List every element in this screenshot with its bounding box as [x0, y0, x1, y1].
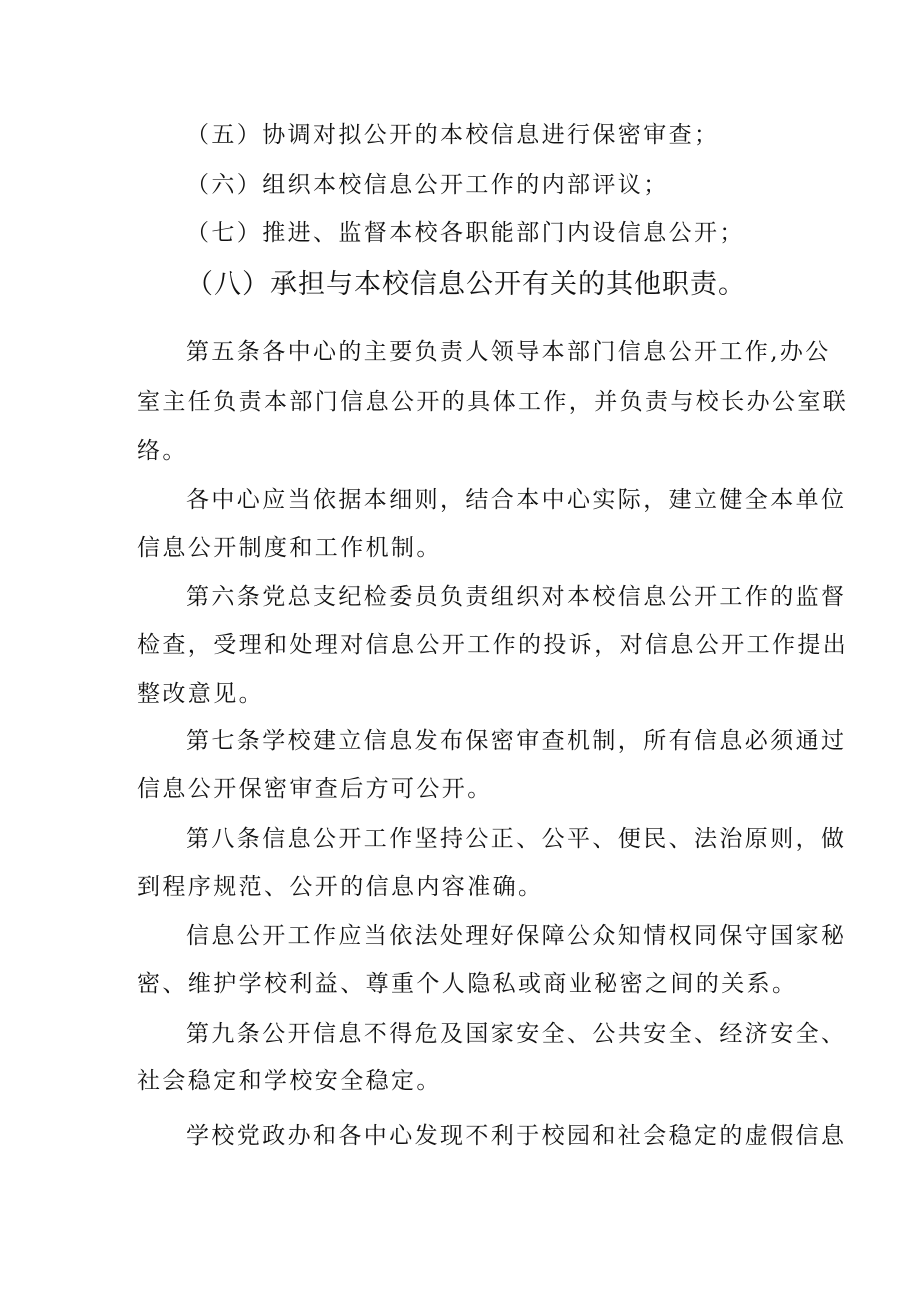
article-6-line-2: 检查，受理和处理对信息公开工作的投诉，对信息公开工作提出: [137, 632, 849, 658]
article-7-line-2: 信息公开保密审查后方可公开。: [137, 776, 493, 802]
article-8-line-2: 到程序规范、公开的信息内容准确。: [137, 874, 544, 900]
paragraph-centers-line-2: 信息公开制度和工作机制。: [137, 535, 442, 561]
article-6-line-1: 第六条党总支纪检委员负责组织对本校信息公开工作的监督: [186, 584, 847, 610]
article-5-line-1: 第五条各中心的主要负责人领导本部门信息公开工作,办公: [186, 339, 831, 365]
article-5-line-2: 室主任负责本部门信息公开的具体工作，并负责与校长办公室联: [137, 389, 849, 415]
paragraph-disclosure-line-2: 密、维护学校利益、尊重个人隐私或商业秘密之间的关系。: [137, 971, 798, 997]
article-7-line-1: 第七条学校建立信息发布保密审查机制，所有信息必须通过: [186, 728, 847, 754]
article-9-line-2: 社会稳定和学校安全稳定。: [137, 1068, 442, 1094]
list-item-8: （八）承担与本校信息公开有关的其他职责。: [186, 269, 746, 300]
article-9-line-1: 第九条公开信息不得危及国家安全、公共安全、经济安全、: [186, 1021, 847, 1047]
list-item-7: （七）推进、监督本校各职能部门内设信息公开；: [186, 220, 745, 246]
list-item-6: （六）组织本校信息公开工作的内部评议；: [186, 172, 669, 198]
paragraph-false-info-line-1: 学校党政办和各中心发现不利于校园和社会稳定的虚假信息: [186, 1123, 847, 1149]
article-6-line-3: 整改意见。: [137, 681, 264, 707]
list-item-5: （五）协调对拟公开的本校信息进行保密审查；: [186, 122, 720, 148]
paragraph-disclosure-line-1: 信息公开工作应当依法处理好保障公众知情权同保守国家秘: [186, 923, 847, 949]
article-5-line-3: 络。: [137, 438, 188, 464]
paragraph-centers-line-1: 各中心应当依据本细则，结合本中心实际，建立健全本单位: [186, 487, 847, 513]
article-8-line-1: 第八条信息公开工作坚持公正、公平、便民、法治原则，做: [186, 826, 847, 852]
